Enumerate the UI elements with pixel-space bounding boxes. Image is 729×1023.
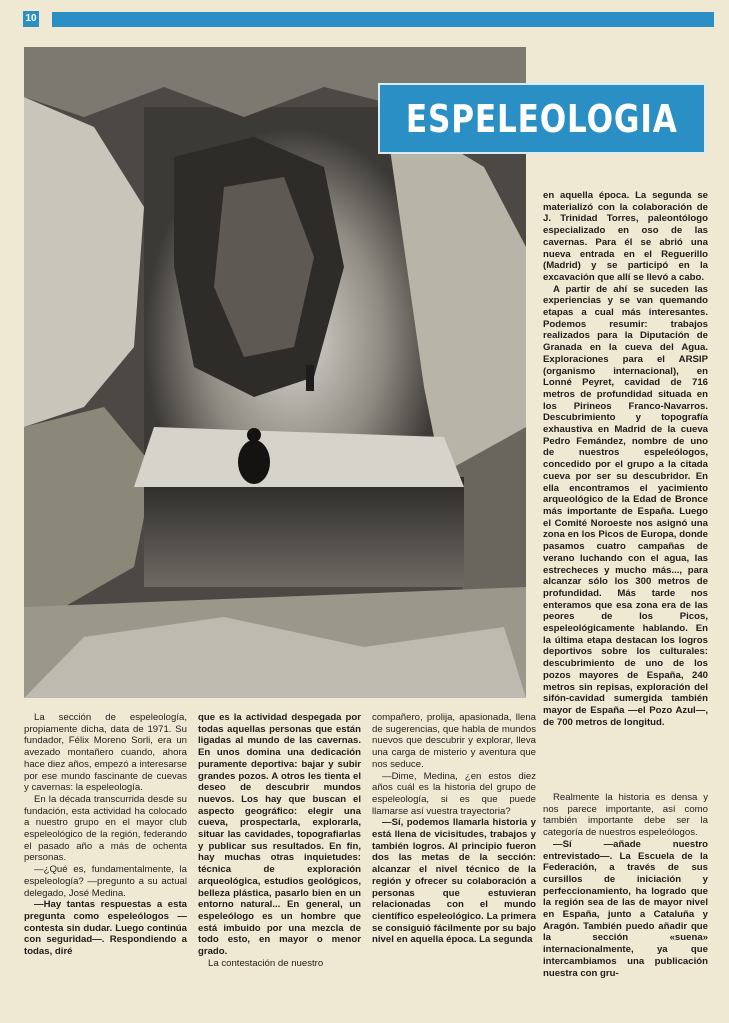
- paragraph: La contestación de nuestro: [208, 957, 324, 969]
- page-number: 10: [23, 11, 39, 27]
- paragraph: —Sí —añade nuestro entrevistado—. La Escuela de la Federación, a través de sus cursillos de iniciación y perfeccionamiento, ha logrado que la región sea de las de mayor nivel en España, junto a Cataluña y Aragón. También puedo añadir que la sección «suena» internacionalmente, ya que intercambiamos una publicación nuestra con gru-: [543, 838, 708, 979]
- paragraph: en aquella época. La segunda se materializó con la colaboración de J. Trinidad Torres, paleontólogo especializado en oso de las cavernas. Para él se abrió una nueva entrada en el Reguerillo (Madrid) y se participó en la excavación que allí se llevó a cabo.: [543, 190, 708, 283]
- paragraph: —Hay tantas respuestas a esta pregunta como espeleólogos —contesta sin dudar. Luego continúa con seguridad—. Respondiendo a todas, diré: [24, 899, 187, 958]
- paragraph: La sección de espeleología, propiamente dicha, data de 1971. Su fundador, Félix Moreno Sorli, era un avezado montañero cuando, ahora hace diez años, empezó a interesarse por ese mundo fascinante de cuevas y cavernas: la espeleología.: [24, 712, 187, 794]
- paragraph: Realmente la historia es densa y nos parece importante, así como también importante debe ser la categoría de nuestros espeleólogos.: [543, 792, 708, 839]
- paragraph: —Sí, podemos llamarla historia y está llena de vicisitudes, trabajos y también logros. Al principio fueron dos las metas de la sección: alcanzar el nivel técnico de la región y ofrecer su colaboración a personas que estuvieran relacionadas con el mundo científico espeleológico. La primera se consiguió fácilmente por su bajo nivel en aquella época. La segunda: [372, 817, 536, 946]
- article-column-4: [543, 792, 708, 979]
- section-title-box: [378, 83, 706, 154]
- article-column-1: [24, 712, 187, 958]
- paragraph: —Dime, Medina, ¿en estos diez años cuál es la historia del grupo de espeleología, si es que puede llamarse así vuestra trayectoria?: [372, 770, 536, 817]
- paragraph: que es la actividad despegada por todas aquellas personas que están ligadas al mundo de las cavernas. En unos domina una dedicación puramente deportiva: bajar y subir grandes pozos. A otros les tienta el deseo de descubrir mundos nuevos. Los hay que buscan el aspecto geográfico: elegir una cueva, prospectarla, explorarla, situar las cavidades, topografiarlas y publicar sus resultados. En fin, hay muchas otras inquietudes: técnica de exploración arqueológica, estudios geológicos, belleza plástica, pasarlo bien en un entorno natural... En general, un espeleólogo es un hombre que está imbuido por una mezcla de todo esto, en mayor o menor grado.: [198, 712, 361, 958]
- paragraph: —¿Qué es, fundamentalmente, la espeleología? —pregunto a su actual delegado, José Medina.: [24, 864, 187, 899]
- section-title: ESPELEOLOGIA: [406, 96, 678, 141]
- article-column-3: [372, 712, 536, 946]
- paragraph: A partir de ahí se suceden las experiencias y se van quemando etapas a cual más interesantes. Podemos resumir: trabajos realizados para la Diputación de Granada en la cueva del Agua. Exploraciones para el ARSIP (organismo internacional), en Lonné Peyret, cavidad de 716 metros de profundidad situada en los Pirineos Franco-Navarros. Descubrimiento y topografía exhaustiva en Madrid de la cueva Pedro Femández, nombre de uno de nuestros espeleólogos, concedido por el grupo a la citada cueva por ser su descubridor. En ella encontramos el yacimiento arqueológico de la Edad de Bronce más importante de España. Luego el Comité Noroeste nos asignó una zona en los Picos de Europa, donde pasamos cuatro campañas de verano luchando con el agua, las estrecheces y mucho más..., para alcanzar sólo los 300 metros de profundidad. Más tarde nos enteramos que esa zona era de las peores de los Picos, espeleológicamente hablando. En la última etapa destacan los logros deportivos sobre los culturales: descubrimiento de uno de los pozos mayores de España, 240 metros sin repisas, exploración del sifón-cavidad sumergida también mayor de España —el Pozo Azul—, de 700 metros de longitud.: [543, 283, 708, 728]
- article-column-right: [543, 190, 708, 728]
- header-bar: [52, 12, 714, 27]
- paragraph: compañero, prolija, apasionada, llena de sugerencias, que habla de mundos nuevos que descubrir y explorar, lleva una carga de misterio y aventura que nos seduce.: [372, 712, 536, 770]
- article-column-2: [198, 712, 361, 969]
- paragraph: En la década transcurrida desde su fundación, esta actividad ha colocado a nuestro grupo en el mayor club espeleológico de la región, federando el pasado año a más de ochenta personas.: [24, 793, 187, 864]
